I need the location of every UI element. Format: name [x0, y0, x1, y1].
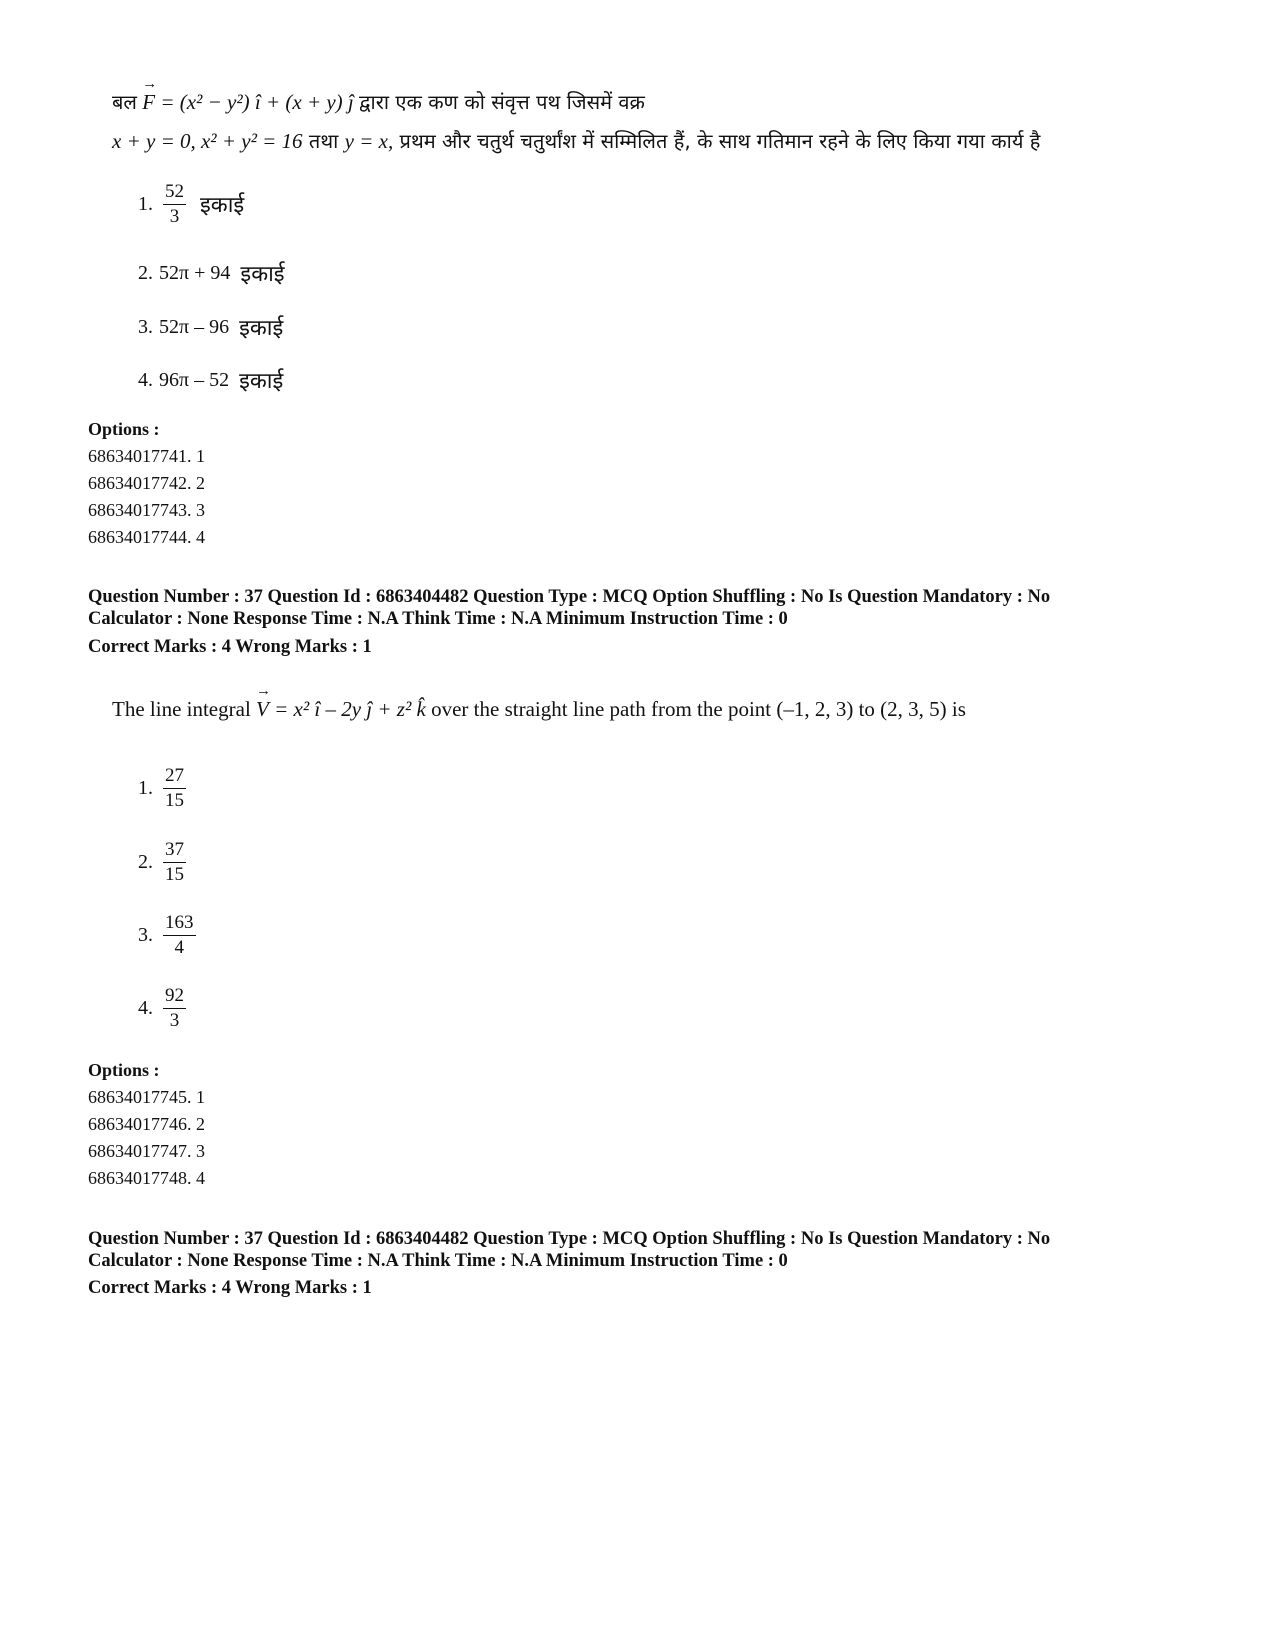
choice-number: 2.: [138, 261, 153, 284]
fraction-numerator: 37: [163, 840, 186, 863]
line-equation: y = x,: [344, 129, 394, 153]
option-id-row: 68634017748. 4: [88, 1168, 205, 1188]
unit-label: इकाई: [240, 262, 285, 287]
choice-expression: 52π – 96: [159, 315, 230, 338]
question-meta-line2: Calculator : None Response Time : N.A Think Time : N.A Minimum Instruction Time : 0: [88, 609, 788, 629]
fraction-numerator: 163: [163, 913, 196, 936]
option-id-row: 68634017741. 1: [88, 446, 205, 466]
fraction-numerator: 27: [163, 766, 186, 789]
unit-label: इकाई: [200, 193, 245, 219]
q36-choice-3: [138, 312, 283, 342]
fraction: [163, 766, 186, 811]
fraction-denominator: 15: [165, 863, 184, 885]
q37-stem: [112, 697, 966, 722]
question-meta-line2: Calculator : None Response Time : N.A Think Time : N.A Minimum Instruction Time : 0: [88, 1251, 788, 1271]
q36-stem-line2: [112, 127, 1040, 154]
fraction: [163, 840, 186, 885]
unit-label: इकाई: [239, 369, 284, 394]
force-formula: = (x² − y²) î + (x + y) ĵ: [155, 90, 360, 114]
q37-choice-2: [138, 840, 190, 885]
option-id-row: 68634017747. 3: [88, 1141, 205, 1161]
options-heading: Options :: [88, 1060, 160, 1080]
curve-equations: x + y = 0, x² + y² = 16: [112, 129, 303, 153]
choice-number: 1.: [138, 192, 153, 215]
q37-stem-prefix: The line integral: [112, 697, 257, 721]
fraction-numerator: 92: [163, 986, 186, 1009]
fraction: [163, 986, 186, 1031]
fraction-denominator: 15: [165, 789, 184, 811]
choice-expression: 96π – 52: [159, 368, 230, 391]
choice-number: 2.: [138, 850, 153, 873]
fraction-denominator: 3: [169, 1009, 180, 1031]
fraction: [163, 913, 196, 958]
choice-number: 1.: [138, 776, 153, 799]
marks-line: Correct Marks : 4 Wrong Marks : 1: [88, 1278, 372, 1298]
vector-symbol: → V: [256, 697, 269, 722]
question-meta-line1: Question Number : 37 Question Id : 6863404482 Question Type : MCQ Option Shuffling : No Is Question Mandatory : No: [88, 587, 1051, 607]
choice-number: 4.: [138, 368, 153, 391]
q37-choice-4: [138, 986, 190, 1031]
question-meta-line1: Question Number : 37 Question Id : 6863404482 Question Type : MCQ Option Shuffling : No Is Question Mandatory : No: [88, 1229, 1051, 1249]
q37-choice-1: [138, 766, 190, 811]
option-id-row: 68634017745. 1: [88, 1087, 205, 1107]
choice-number: 4.: [138, 996, 153, 1019]
option-id-row: 68634017743. 3: [88, 500, 205, 520]
q36-stem-prefix: बल: [112, 90, 137, 114]
fraction-denominator: 4: [174, 936, 184, 958]
q37-choice-3: [138, 913, 200, 958]
fraction: [163, 182, 186, 227]
q37-stem-suffix: over the straight line path from the point (–1, 2, 3) to (2, 3, 5) is: [431, 697, 966, 721]
q36-choice-1: [138, 182, 244, 227]
q36-stem-suffix: द्वारा एक कण को संवृत्त पथ जिसमें वक्र: [359, 90, 645, 114]
unit-label: इकाई: [239, 316, 284, 341]
vector-formula: = x² î – 2y ĵ + z² k̂: [268, 697, 432, 721]
q36-stem-tail: प्रथम और चतुर्थ चतुर्थांश में सम्मिलित हैं, के साथ गतिमान रहने के लिए किया गया कार्य है: [393, 129, 1041, 153]
q36-choice-4: [138, 365, 283, 395]
q36-choice-2: [138, 258, 285, 288]
q36-stem-line1: [112, 88, 645, 115]
choice-number: 3.: [138, 315, 153, 338]
marks-line: Correct Marks : 4 Wrong Marks : 1: [88, 637, 372, 657]
q36-text-connector: तथा: [302, 129, 345, 153]
fraction-denominator: 3: [169, 205, 180, 227]
force-vector-symbol: → F: [142, 90, 155, 115]
choice-expression: 52π + 94: [159, 261, 231, 284]
option-id-row: 68634017744. 4: [88, 527, 205, 547]
choice-number: 3.: [138, 923, 153, 946]
option-id-row: 68634017742. 2: [88, 473, 205, 493]
options-heading: Options :: [88, 419, 160, 439]
option-id-row: 68634017746. 2: [88, 1114, 205, 1134]
fraction-numerator: 52: [163, 182, 186, 205]
